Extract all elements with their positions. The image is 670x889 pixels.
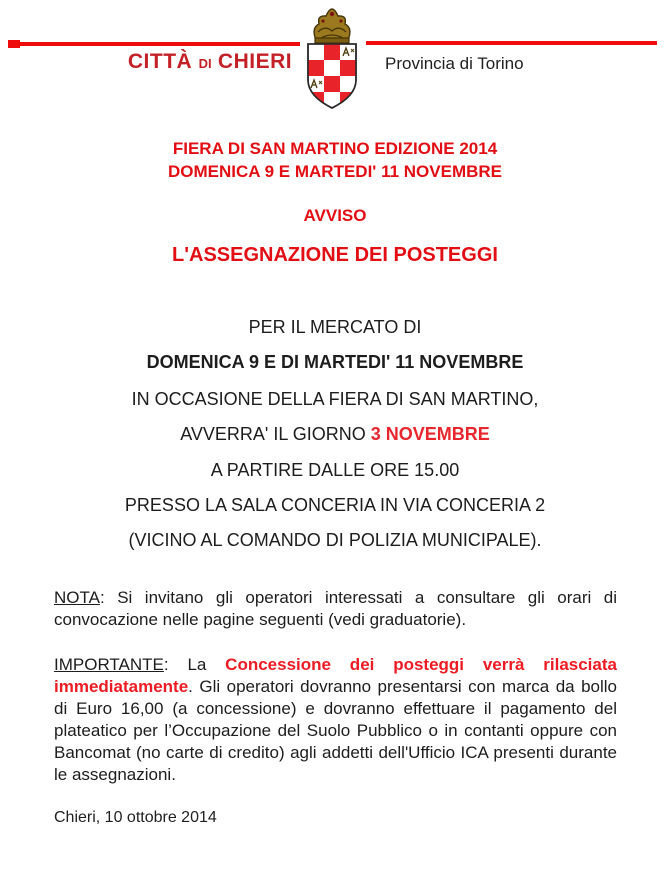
city-title-word: CITTÀ (127, 50, 193, 73)
fair-title-line2: DOMENICA 9 E MARTEDI' 11 NOVEMBRE (167, 162, 502, 181)
nota-text: Si invitano gli operatori interessati a consultare gli orari di convocazione nelle pagine seguenti (vedi graduatorie). (54, 588, 617, 629)
importante-lead: La (187, 655, 226, 674)
nota-label: NOTA (54, 588, 100, 607)
announcement-line-3: IN OCCASIONE DELLA FIERA DI SAN MARTINO, (131, 389, 539, 409)
announcement-line-1: PER IL MERCATO DI (248, 317, 422, 337)
announcement-line-7: (VICINO AL COMANDO DI POLIZIA MUNICIPALE). (128, 530, 542, 550)
province-label: Provincia di Torino (385, 54, 524, 73)
main-headline: L'ASSEGNAZIONE DEI POSTEGGI (172, 244, 498, 266)
announcement-line-6: PRESSO LA SALA CONCERIA IN VIA CONCERIA 2 (124, 495, 546, 515)
importante-highlight: Concessione dei posteggi verrà rilasciata immediatamente (54, 655, 617, 696)
announcement-line-4-text: AVVERRA' IL GIORNO (180, 424, 371, 444)
fair-title-line1: FIERA DI SAN MARTINO EDIZIONE 2014 (172, 139, 498, 158)
shield-icon (308, 44, 356, 108)
chieri-coat-of-arms-icon (303, 8, 361, 110)
announcement-line-5: A PARTIRE DALLE ORE 15.00 (210, 460, 460, 480)
importante-label: IMPORTANTE (54, 655, 164, 674)
importante-separator: : (163, 655, 188, 674)
announcement-line-2: DOMENICA 9 E DI MARTEDI' 11 NOVEMBRE (146, 352, 524, 372)
avviso-heading: AVVISO (303, 206, 367, 225)
place-date-line: Chieri, 10 ottobre 2014 (54, 809, 217, 826)
city-title-name: CHIERI (217, 50, 293, 73)
header-rule-left-tip (8, 40, 20, 48)
importante-paragraph (54, 654, 617, 786)
header-rule-left (8, 42, 300, 46)
header-rule-right (366, 41, 657, 45)
nota-separator: : (99, 588, 118, 607)
announcement-line-4 (0, 424, 670, 445)
announcement-date-highlight: 3 NOVEMBRE (370, 424, 490, 444)
city-title (115, 50, 305, 74)
fair-title (0, 137, 670, 183)
importante-rest: . Gli operatori dovranno presentarsi con marca da bollo di Euro 16,00 (a concessione) e dovranno effettuare il pagamento del plateatico per l’Occupazione del Suolo Pubblico o in contanti oppure con Bancomat (no carte di credito) agli addetti dell'Ufficio ICA presenti durante le assegnazioni. (54, 677, 617, 784)
nota-paragraph (54, 587, 617, 631)
city-title-di: DI (198, 56, 212, 71)
crown-icon (314, 9, 350, 43)
